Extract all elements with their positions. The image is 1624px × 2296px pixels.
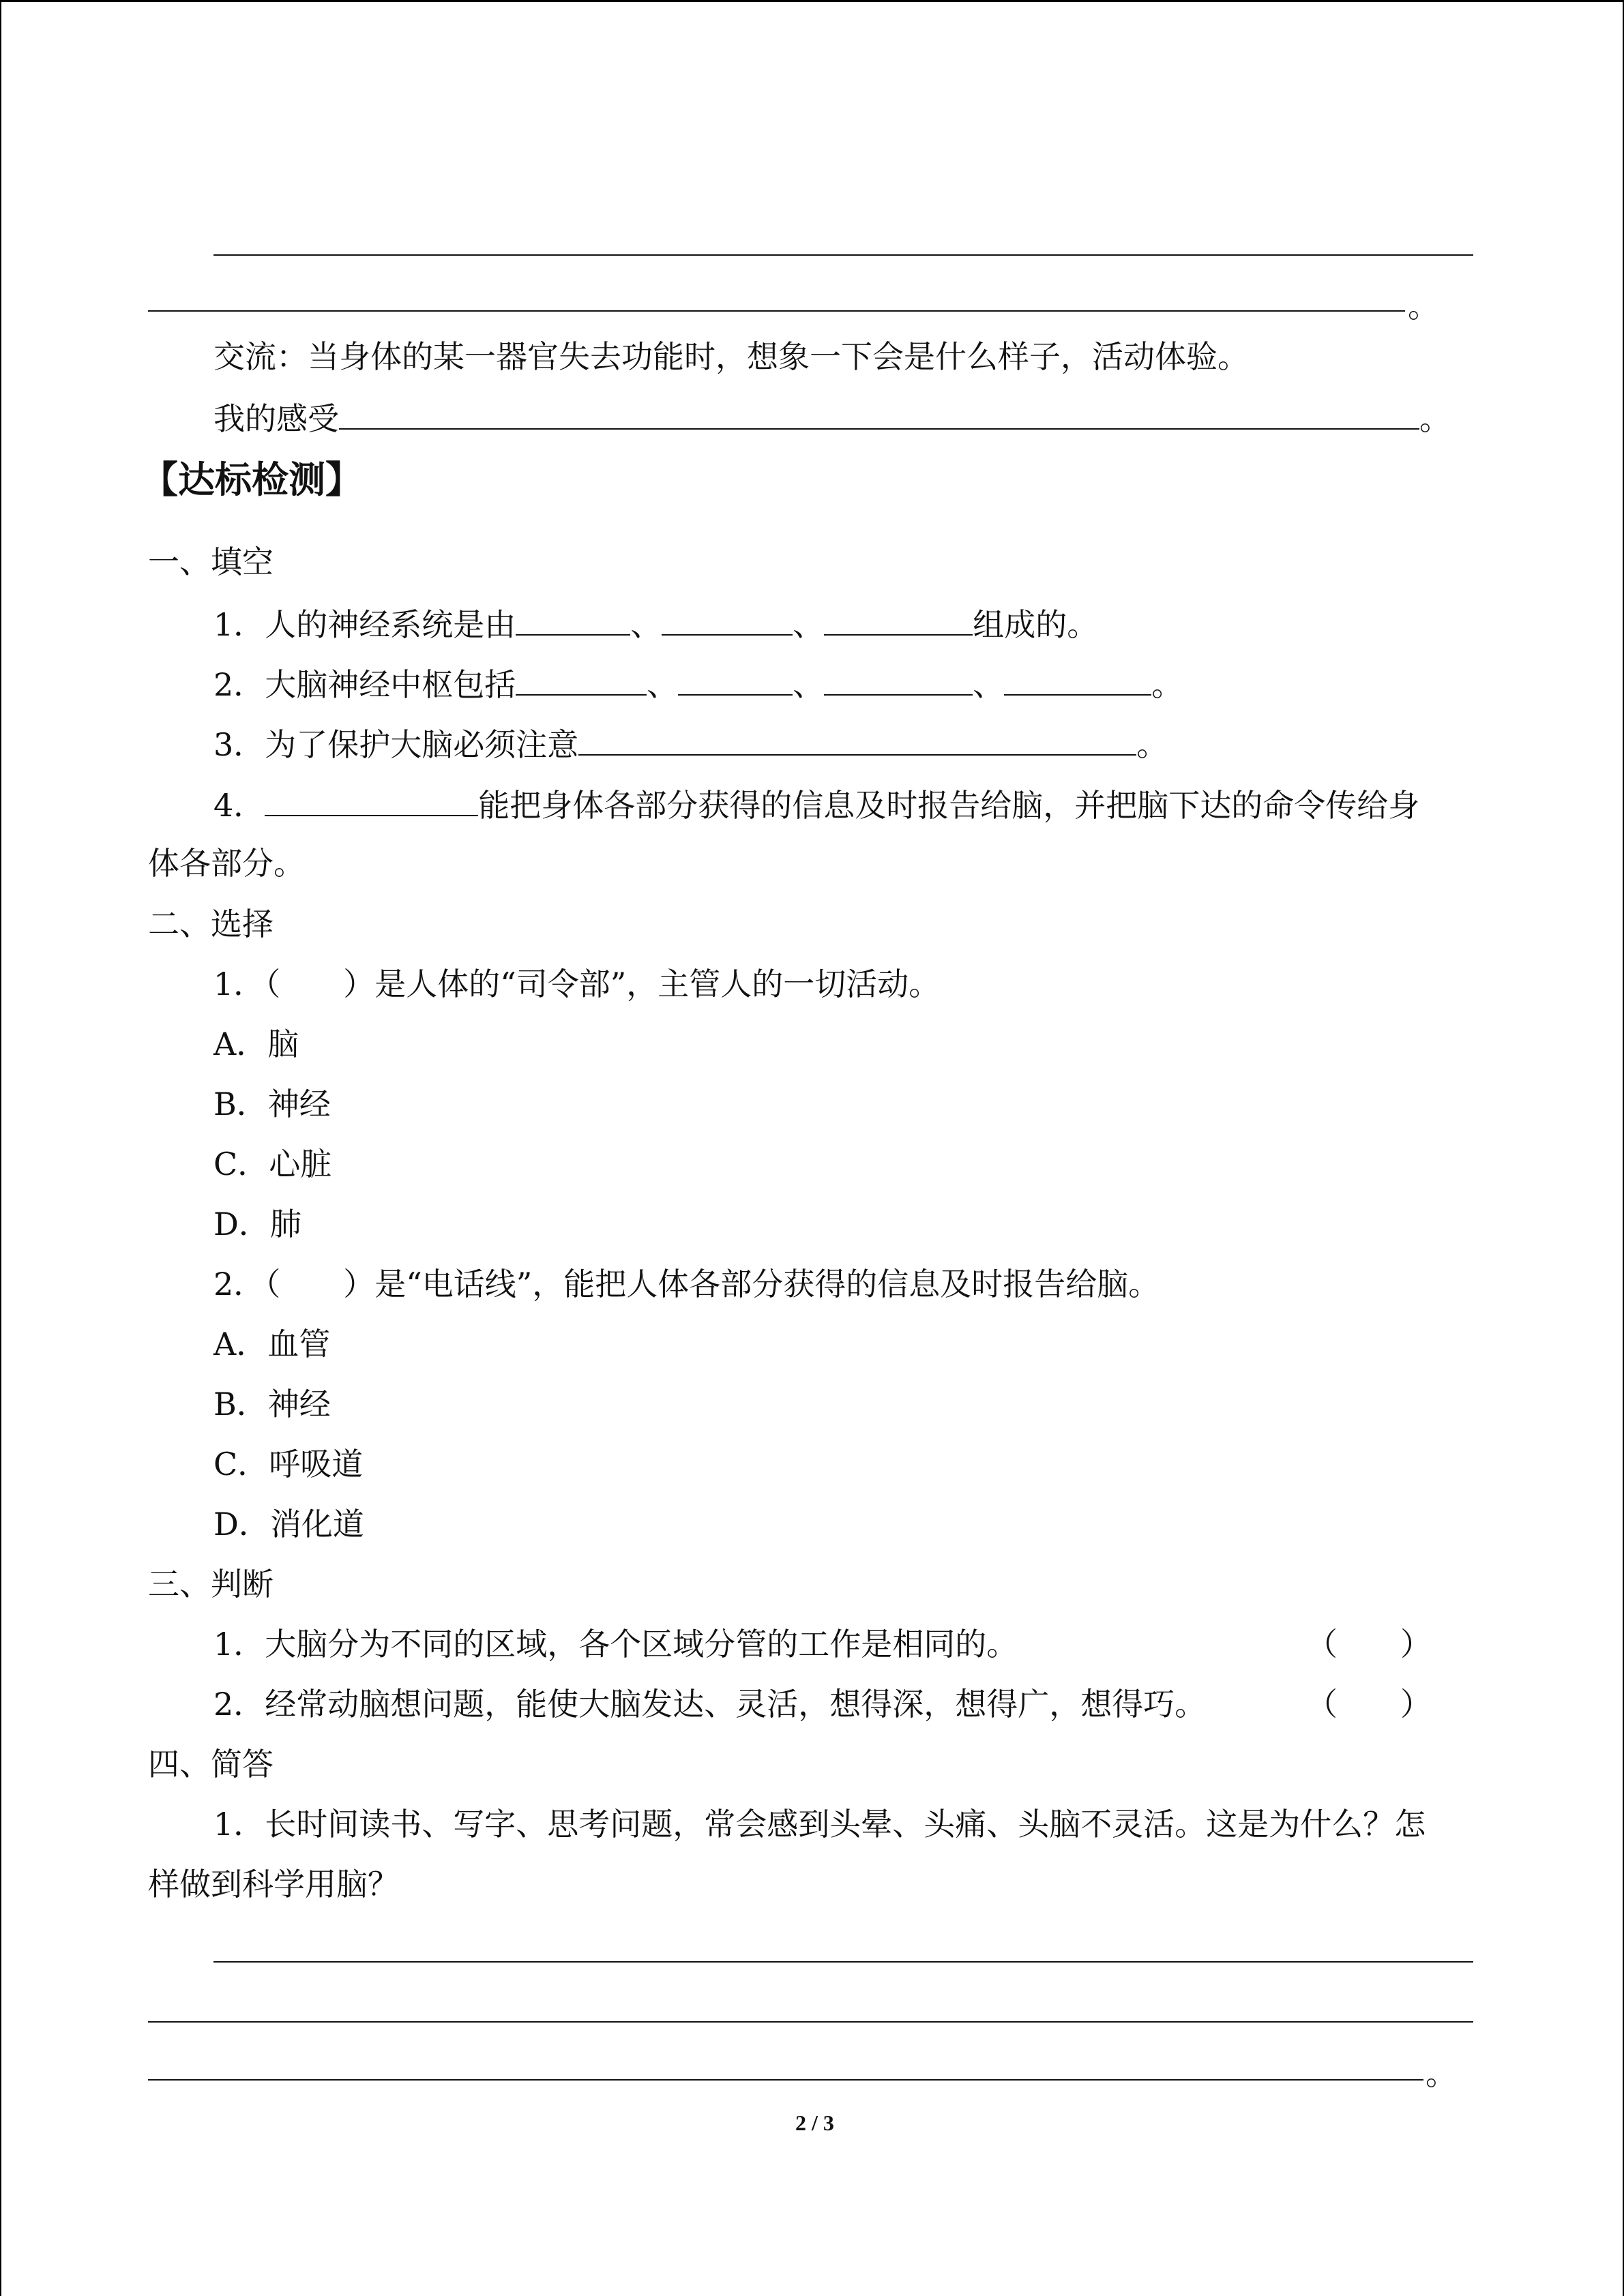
answer-line bbox=[213, 254, 1473, 256]
fill-q4-cont: 体各部分。 bbox=[148, 845, 305, 882]
fill-q2-suffix: 。 bbox=[1151, 666, 1183, 703]
fill-q1 bbox=[213, 603, 1098, 644]
choice-q2-option-c[interactable]: C．呼吸道 bbox=[213, 1446, 364, 1482]
feeling-label: 我的感受 bbox=[213, 400, 339, 437]
choice-q1-option-d[interactable]: D．肺 bbox=[213, 1206, 301, 1242]
end-mark: 。 bbox=[1426, 2055, 1457, 2092]
fill-q4-blank[interactable] bbox=[265, 784, 478, 816]
separator: 、 bbox=[973, 666, 1005, 703]
feeling-line bbox=[213, 397, 1451, 438]
fill-q2-blank-4[interactable] bbox=[1004, 663, 1151, 696]
fill-q3-blank[interactable] bbox=[578, 723, 1136, 756]
fill-q4-num: 4． bbox=[213, 787, 265, 824]
judge-item-2-answer[interactable]: （ ） bbox=[1306, 1686, 1432, 1723]
separator: 、 bbox=[793, 666, 825, 703]
separator: 、 bbox=[630, 606, 662, 643]
fill-q2 bbox=[213, 663, 1183, 704]
fill-q1-suffix: 组成的。 bbox=[973, 606, 1099, 643]
choice-q1-option-b[interactable]: B．神经 bbox=[213, 1086, 331, 1122]
fill-q1-blank-3[interactable] bbox=[824, 603, 973, 636]
short-answer-title: 四、简答 bbox=[148, 1746, 274, 1783]
fill-q1-prefix: 1．人的神经系统是由 bbox=[213, 606, 516, 643]
choice-q1-option-a[interactable]: A．脑 bbox=[213, 1026, 299, 1062]
fill-q3-prefix: 3．为了保护大脑必须注意 bbox=[213, 726, 579, 763]
fill-q2-prefix: 2．大脑神经中枢包括 bbox=[213, 666, 516, 703]
choice-q2-option-a[interactable]: A．血管 bbox=[213, 1326, 331, 1362]
fill-q2-blank-1[interactable] bbox=[516, 663, 647, 696]
fill-q2-blank-3[interactable] bbox=[824, 663, 973, 696]
fill-q1-blank-1[interactable] bbox=[516, 603, 630, 636]
judge-item-2: 2．经常动脑想问题，能使大脑发达、灵活，想得深，想得广，想得巧。 bbox=[213, 1686, 1207, 1723]
short-answer-q1-a: 1．长时间读书、写字、思考问题，常会感到头晕、头痛、头脑不灵活。这是为什么？怎 bbox=[213, 1806, 1426, 1843]
end-mark: 。 bbox=[1408, 288, 1439, 325]
exchange-text: 交流：当身体的某一器官失去功能时，想象一下会是什么样子，活动体验。 bbox=[213, 338, 1249, 375]
fill-q4 bbox=[213, 784, 1419, 825]
section-title: 【达标检测】 bbox=[141, 458, 362, 501]
fill-q3 bbox=[213, 723, 1168, 764]
fill-q4-text-a: 能把身体各部分获得的信息及时报告给脑，并把脑下达的命令传给身 bbox=[478, 787, 1420, 824]
page-number: 2 / 3 bbox=[795, 2111, 834, 2135]
fill-blank-title: 一、填空 bbox=[148, 543, 274, 580]
answer-line[interactable] bbox=[148, 2021, 1473, 2023]
feeling-end: 。 bbox=[1419, 400, 1451, 437]
judge-title: 三、判断 bbox=[148, 1566, 274, 1602]
choice-q2-option-b[interactable]: B．神经 bbox=[213, 1386, 331, 1422]
fill-q1-blank-2[interactable] bbox=[662, 603, 793, 636]
answer-line bbox=[148, 310, 1405, 312]
separator: 、 bbox=[793, 606, 825, 643]
choice-q2-stem: 2．（ ）是“电话线”，能把人体各部分获得的信息及时报告给脑。 bbox=[213, 1266, 1160, 1302]
judge-item-1: 1．大脑分为不同的区域，各个区域分管的工作是相同的。 bbox=[213, 1626, 1018, 1663]
fill-q2-blank-2[interactable] bbox=[678, 663, 793, 696]
answer-line[interactable] bbox=[148, 2079, 1423, 2081]
judge-item-1-answer[interactable]: （ ） bbox=[1306, 1626, 1432, 1663]
choice-title: 二、选择 bbox=[148, 906, 274, 942]
feeling-blank[interactable] bbox=[339, 397, 1419, 430]
separator: 、 bbox=[647, 666, 679, 703]
choice-q2-option-d[interactable]: D．消化道 bbox=[213, 1506, 364, 1542]
short-answer-q1-b: 样做到科学用脑？ bbox=[148, 1866, 399, 1903]
answer-line[interactable] bbox=[213, 1961, 1473, 1963]
fill-q3-suffix: 。 bbox=[1136, 726, 1168, 763]
choice-q1-option-c[interactable]: C．心脏 bbox=[213, 1146, 332, 1182]
choice-q1-stem: 1．（ ）是人体的“司令部”，主管人的一切活动。 bbox=[213, 966, 941, 1002]
